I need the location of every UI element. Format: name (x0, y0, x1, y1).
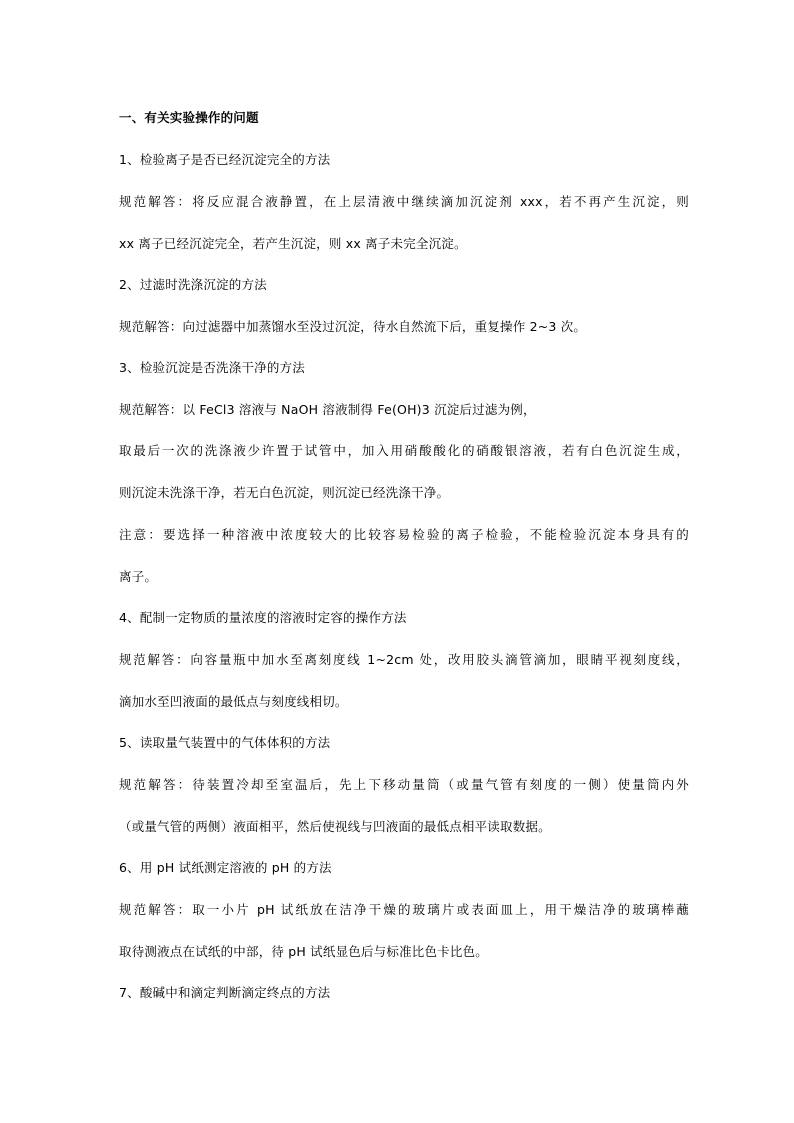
item-3-line-4: 注意：要选择一种溶液中浓度较大的比较容易检验的离子检验，不能检验沉淀本身具有的 (119, 527, 689, 542)
item-2-line-1: 规范解答：向过滤器中加蒸馏水至没过沉淀，待水自然流下后，重复操作 2~3 次。 (119, 319, 587, 334)
item-4-line-1: 规范解答：向容量瓶中加水至离刻度线 1~2cm 处，改用胶头滴管滴加，眼睛平视刻度线， (119, 652, 689, 667)
section-title: 一、有关实验操作的问题 (119, 110, 259, 125)
item-1-heading: 1、检验离子是否已经沉淀完全的方法 (119, 152, 331, 167)
item-5-heading: 5、读取量气装置中的气体体积的方法 (119, 735, 331, 750)
item-2-heading: 2、过滤时洗涤沉淀的方法 (119, 277, 267, 292)
item-6-line-1: 规范解答：取一小片 pH 试纸放在洁净干燥的玻璃片或表面皿上，用干燥洁净的玻璃棒蘸 (119, 902, 689, 917)
item-1-line-2: xx 离子已经沉淀完全，若产生沉淀，则 xx 离子未完全沉淀。 (119, 236, 467, 251)
item-5-line-2: （或量气管的两侧）液面相平，然后使视线与凹液面的最低点相平读取数据。 (119, 819, 551, 834)
item-6-heading: 6、用 pH 试纸测定溶液的 pH 的方法 (119, 860, 332, 875)
item-6-line-2: 取待测液点在试纸的中部，待 pH 试纸显色后与标准比色卡比色。 (119, 944, 488, 959)
item-7-heading: 7、酸碱中和滴定判断滴定终点的方法 (119, 985, 331, 1000)
item-3-line-1: 规范解答：以 FeCl3 溶液与 NaOH 溶液制得 Fe(OH)3 沉淀后过滤为例， (119, 402, 536, 417)
item-1-line-1: 规范解答：将反应混合液静置，在上层清液中继续滴加沉淀剂 xxx，若不再产生沉淀，则 (119, 194, 689, 209)
item-4-line-2: 滴加水至凹液面的最低点与刻度线相切。 (119, 694, 348, 709)
item-3-line-3: 则沉淀未洗涤干净，若无白色沉淀，则沉淀已经洗涤干净。 (119, 485, 450, 500)
item-3-heading: 3、检验沉淀是否洗涤干净的方法 (119, 360, 305, 375)
item-5-line-1: 规范解答：待装置冷却至室温后，先上下移动量筒（或量气管有刻度的一侧）使量筒内外 (119, 777, 689, 792)
item-4-heading: 4、配制一定物质的量浓度的溶液时定容的操作方法 (119, 610, 407, 625)
item-3-line-2: 取最后一次的洗涤液少许置于试管中，加入用硝酸酸化的硝酸银溶液，若有白色沉淀生成， (119, 443, 689, 458)
item-3-line-5: 离子。 (119, 569, 158, 584)
